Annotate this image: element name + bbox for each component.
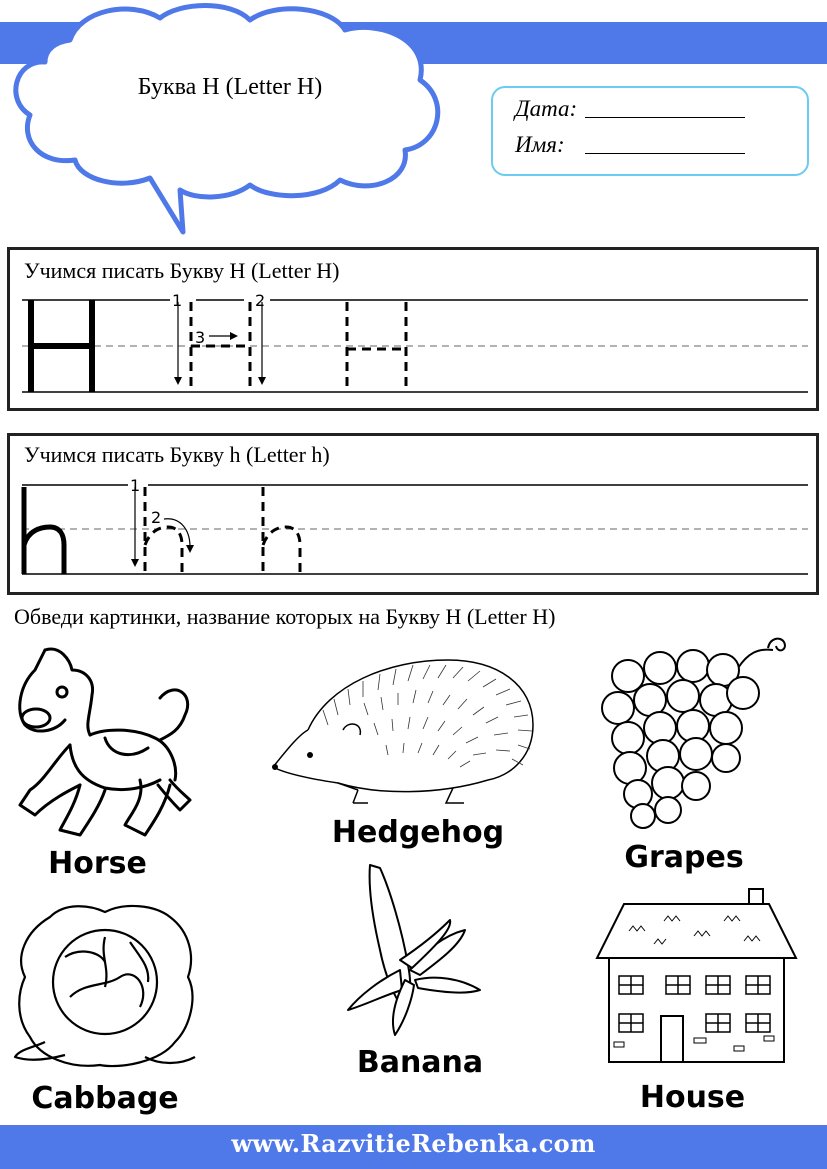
picture-label: Banana <box>356 1045 484 1080</box>
stroke-number: 3 <box>195 328 206 347</box>
date-label: Дата: <box>515 96 578 121</box>
picture-label: House <box>639 1080 746 1115</box>
picture-label: Grapes <box>624 840 744 875</box>
date-name-box <box>491 86 809 176</box>
stroke-number: 2 <box>255 291 266 310</box>
website-link[interactable]: www.RazvitieRebenka.com <box>231 1129 596 1158</box>
name-field[interactable] <box>585 152 745 154</box>
name-row <box>515 132 745 158</box>
lowercase-practice-title: Учимся писать Букву h (Letter h) <box>24 442 330 467</box>
cabbage-icon[interactable] <box>10 897 200 1072</box>
uppercase-tracing-lines[interactable] <box>0 247 827 411</box>
picture-label: Hedgehog <box>331 815 505 850</box>
lowercase-tracing-lines[interactable] <box>0 433 827 595</box>
date-row <box>515 96 745 122</box>
stroke-number: 2 <box>151 508 162 527</box>
picture-label: Horse <box>48 846 147 881</box>
name-label: Имя: <box>515 132 565 157</box>
thought-cloud <box>0 0 460 240</box>
house-icon[interactable] <box>594 886 799 1066</box>
uppercase-practice-title: Учимся писать Букву Н (Letter H) <box>24 258 340 283</box>
date-field[interactable] <box>585 116 745 118</box>
hedgehog-icon[interactable] <box>268 655 548 810</box>
grapes-icon[interactable] <box>598 628 798 833</box>
page-title: Буква Н (Letter H) <box>137 74 323 100</box>
instruction-text: Обведи картинки, название которых на Букву Н (Letter H) <box>14 604 556 629</box>
banana-icon[interactable] <box>340 860 490 1040</box>
horse-icon[interactable] <box>10 640 195 845</box>
stroke-number: 1 <box>172 291 183 310</box>
picture-label: Cabbage <box>31 1081 179 1116</box>
stroke-number: 1 <box>130 476 141 495</box>
